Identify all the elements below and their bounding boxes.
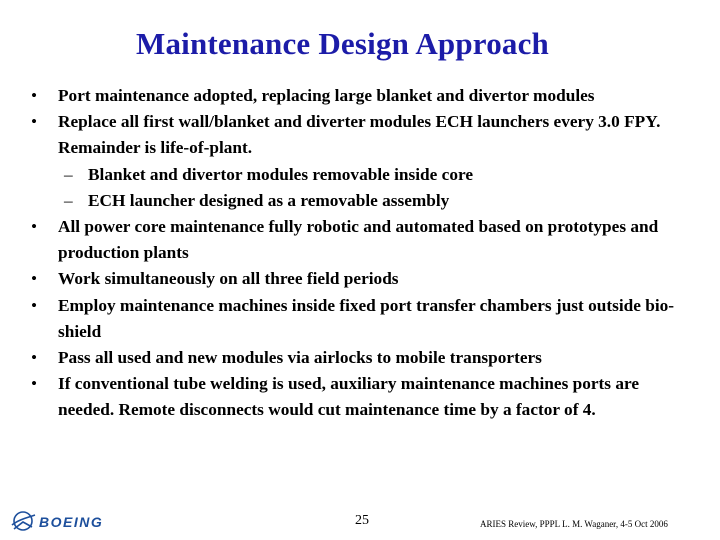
sub-bullet-item: [28, 188, 698, 214]
boeing-logo: [8, 506, 133, 536]
bullet-text: Work simultaneously on all three field periods: [58, 269, 399, 289]
bullet-glyph: •: [30, 217, 38, 237]
bullet-text: Pass all used and new modules via airlocks to mobile transporters: [58, 348, 542, 368]
bullet-list: [28, 83, 698, 424]
bullet-glyph: •: [30, 295, 38, 315]
bullet-text: If conventional tube welding is used, auxiliary maintenance machines ports are needed. Remote disconnects would cut maintenance time by a factor of 4.: [58, 374, 640, 420]
dash-glyph: –: [64, 164, 73, 184]
bullet-item: [28, 371, 698, 423]
bullet-glyph: •: [30, 86, 38, 105]
bullet-glyph: •: [30, 348, 38, 368]
sub-bullet-item: [28, 162, 698, 188]
bullet-item: [28, 109, 698, 161]
sub-bullet-text: ECH launcher designed as a removable assembly: [88, 190, 450, 210]
boeing-logo-icon: [12, 512, 35, 530]
slide-title: Maintenance Design Approach: [135, 26, 550, 61]
bullet-text: Port maintenance adopted, replacing large blanket and divertor modules: [58, 86, 595, 105]
bullet-item: [28, 83, 698, 109]
bullet-glyph: •: [30, 269, 38, 289]
bullet-text: Replace all first wall/blanket and diverter modules ECH launchers every 3.0 FPY. Remainder is life-of-plant.: [58, 112, 661, 158]
boeing-logo-wordmark: BOEING: [39, 514, 104, 530]
bullet-text: All power core maintenance fully robotic and automated based on prototypes and production plants: [58, 217, 659, 263]
bullet-item: [28, 345, 698, 371]
sub-bullet-text: Blanket and divertor modules removable inside core: [88, 164, 473, 184]
dash-glyph: –: [64, 190, 73, 210]
bullet-glyph: •: [30, 374, 38, 394]
bullet-text: Employ maintenance machines inside fixed port transfer chambers just outside bio-shield: [58, 295, 675, 341]
footer-citation: ARIES Review, PPPL L. M. Waganer, 4-5 Oct 2006: [480, 519, 668, 529]
page-number: 25: [355, 513, 369, 528]
bullet-glyph: •: [30, 112, 38, 132]
bullet-item: [28, 214, 698, 266]
bullet-item: [28, 293, 698, 345]
bullet-item: [28, 266, 698, 292]
